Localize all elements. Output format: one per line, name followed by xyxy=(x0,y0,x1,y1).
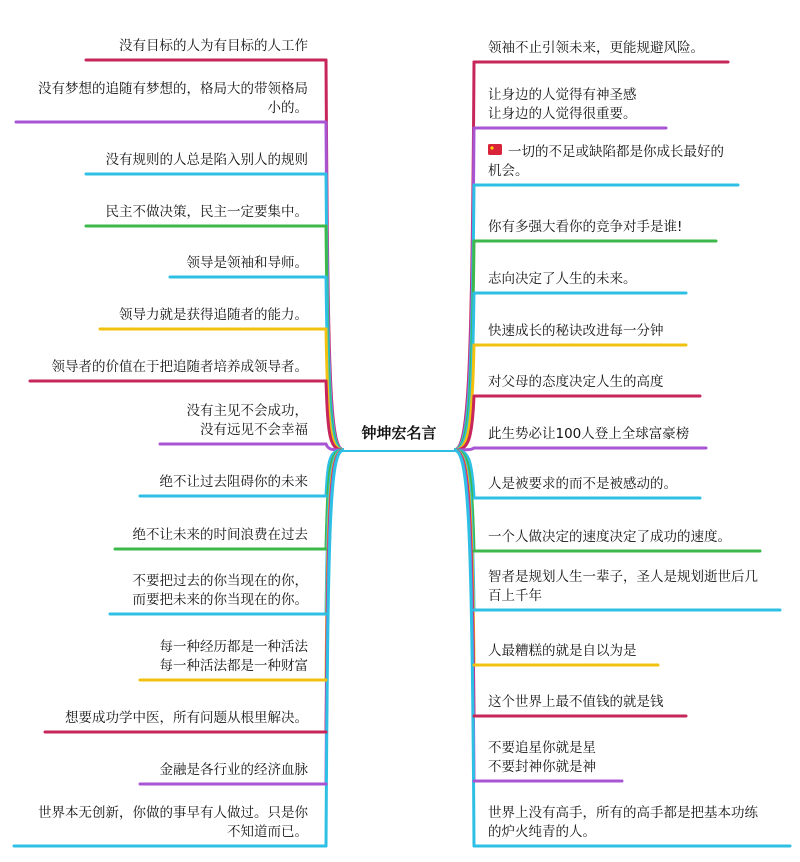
left-branch-text: 没有梦想的追随有梦想的，格局大的带领格局 xyxy=(38,81,308,97)
right-branch-9[interactable] xyxy=(488,475,677,492)
left-branch-text: 不要把过去的你当现在的你， xyxy=(132,573,308,589)
right-branch-6[interactable] xyxy=(488,322,664,339)
left-branch-13[interactable] xyxy=(65,709,308,726)
right-branch-text: 人是被要求的而不是被感动的。 xyxy=(488,476,677,492)
right-branch-text: 一切的不足或缺陷都是你成长最好的 xyxy=(508,144,724,160)
right-branch-text: 让身边的人觉得有神圣感 xyxy=(488,87,637,103)
right-branch-text: 智者是规划人生一辈子，圣人是规划逝世后几 xyxy=(488,569,758,585)
left-branch-3[interactable] xyxy=(106,151,309,168)
left-branch-6[interactable] xyxy=(119,306,308,323)
left-branch-text: 金融是各行业的经济血脉 xyxy=(159,762,308,778)
right-branch-13[interactable] xyxy=(488,693,664,710)
red-flag-icon xyxy=(488,144,502,155)
right-branch-text: 人最糟糕的就是自以为是 xyxy=(488,643,637,659)
left-branch-text: 世界本无创新，你做的事早有人做过。只是你 xyxy=(38,805,308,821)
left-branch-text: 民主不做决策，民主一定要集中。 xyxy=(105,204,308,220)
left-branch-text: 没有目标的人为有目标的人工作 xyxy=(119,38,308,54)
left-branch-8[interactable] xyxy=(187,402,309,438)
right-branch-text: 不要封神你就是神 xyxy=(488,759,596,775)
left-branch-1[interactable] xyxy=(119,37,308,54)
left-branch-4[interactable] xyxy=(106,203,309,220)
left-branch-2[interactable] xyxy=(38,80,308,116)
left-branch-15[interactable] xyxy=(38,804,308,840)
left-branch-11[interactable] xyxy=(133,572,309,608)
left-branch-text: 小的。 xyxy=(267,100,308,116)
right-branch-text: 的炉火纯青的人。 xyxy=(488,824,596,840)
right-branch-2[interactable] xyxy=(488,86,637,122)
left-branch-text: 想要成功学中医，所有问题从根里解决。 xyxy=(65,710,308,726)
left-branch-text: 没有规则的人总是陷入别人的规则 xyxy=(105,152,308,168)
right-branch-12[interactable] xyxy=(488,642,637,659)
right-branch-10[interactable] xyxy=(488,528,731,545)
right-branch-text: 机会。 xyxy=(488,163,529,179)
right-branch-7[interactable] xyxy=(488,373,664,390)
right-branch-text: 领袖不止引领未来，更能规避风险。 xyxy=(488,40,704,56)
left-branch-text: 领导力就是获得追随者的能力。 xyxy=(119,307,308,323)
left-branch-text: 不知道而已。 xyxy=(227,824,308,840)
left-branch-text: 没有主见不会成功， xyxy=(186,403,308,419)
right-branch-text: 世界上没有高手，所有的高手都是把基本功练 xyxy=(488,805,758,821)
central-topic-title: 钟坤宏名言 xyxy=(361,424,437,442)
left-branch-7[interactable] xyxy=(52,358,309,375)
right-branch-1[interactable] xyxy=(488,39,704,56)
right-branch-3[interactable] xyxy=(488,143,724,179)
left-branch-text: 没有远见不会幸福 xyxy=(200,422,308,438)
right-branch-text: 百上千年 xyxy=(488,588,542,604)
right-branch-text: 这个世界上最不值钱的就是钱 xyxy=(488,694,664,710)
left-branch-14[interactable] xyxy=(160,761,309,778)
left-branch-text: 每一种活法都是一种财富 xyxy=(159,658,308,674)
left-branch-text: 而要把未来的你当现在的你。 xyxy=(132,592,308,608)
right-branch-5[interactable] xyxy=(488,270,637,287)
right-branch-text: 对父母的态度决定人生的高度 xyxy=(488,374,664,390)
left-branch-text: 绝不让未来的时间浪费在过去 xyxy=(132,527,308,543)
left-branch-text: 领导者的价值在于把追随者培养成领导者。 xyxy=(51,359,308,375)
right-branch-text: 你有多强大看你的竞争对手是谁! xyxy=(488,219,683,235)
right-branch-14[interactable] xyxy=(488,740,596,775)
left-branch-text: 绝不让过去阻碍你的未来 xyxy=(159,474,308,490)
left-branch-text: 每一种经历都是一种活法 xyxy=(159,639,308,655)
right-branch-15[interactable] xyxy=(488,804,758,840)
right-branch-8[interactable] xyxy=(488,425,690,442)
left-branch-5[interactable] xyxy=(187,254,309,271)
right-branch-text: 此生势必让100人登上全球富豪榜 xyxy=(488,426,690,442)
left-branch-10[interactable] xyxy=(133,526,309,543)
right-branch-text: 不要追星你就是星 xyxy=(488,740,596,756)
right-branch-11[interactable] xyxy=(488,568,758,604)
right-branch-text: 一个人做决定的速度决定了成功的速度。 xyxy=(488,529,731,545)
central-topic[interactable] xyxy=(344,416,454,450)
left-branch-9[interactable] xyxy=(160,473,309,490)
branch-connectors xyxy=(326,60,474,846)
left-branch-text: 领导是领袖和导师。 xyxy=(186,255,308,271)
right-branch-text: 让身边的人觉得很重要。 xyxy=(488,106,637,122)
right-branch-text: 志向决定了人生的未来。 xyxy=(488,271,637,287)
right-branch-4[interactable] xyxy=(488,218,682,235)
left-branch-12[interactable] xyxy=(160,638,309,674)
right-branch-text: 快速成长的秘诀改进每一分钟 xyxy=(488,323,664,339)
branch-underlines xyxy=(14,60,790,846)
